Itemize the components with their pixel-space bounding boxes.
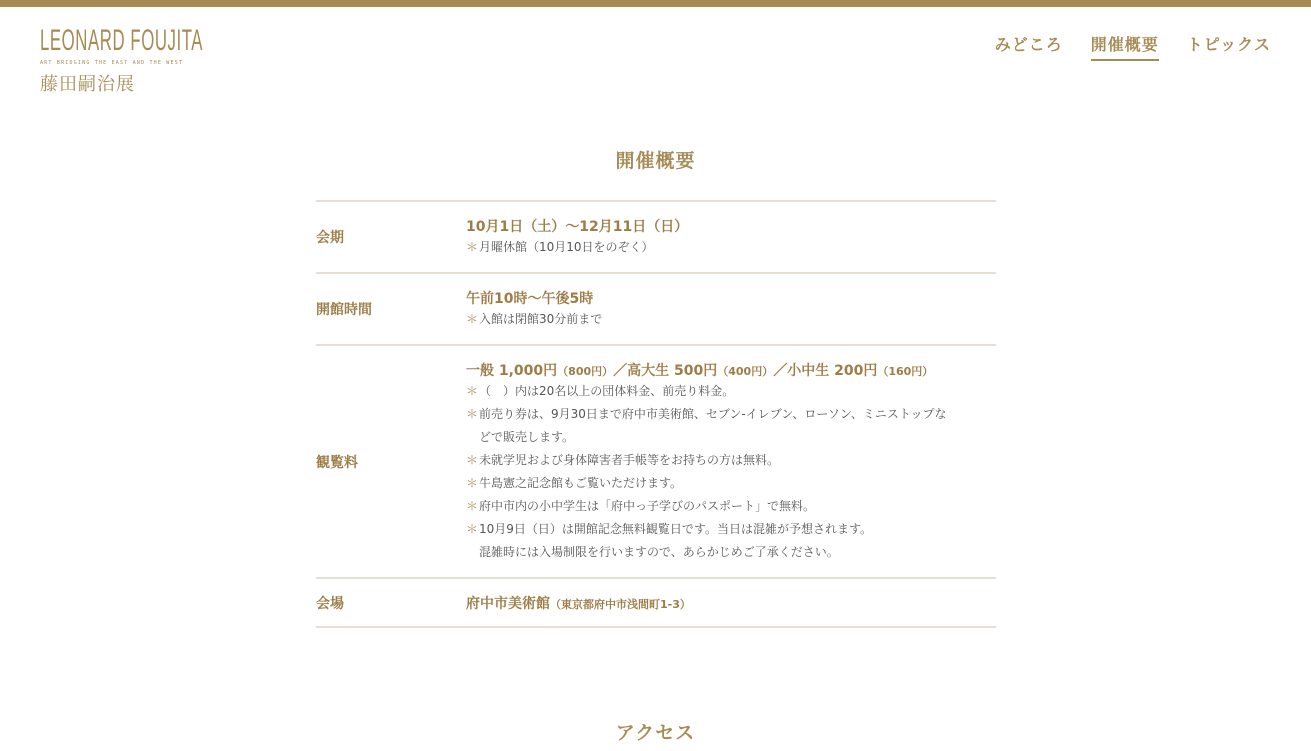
nav-item-topics[interactable]: トピックス xyxy=(1186,35,1271,54)
price-child: ／小中生 200円 xyxy=(773,362,878,379)
price-highschool: ／高大生 500円 xyxy=(613,362,718,379)
note xyxy=(466,495,996,518)
asterisk-icon: ＊ xyxy=(466,311,479,326)
note xyxy=(466,449,996,472)
overview-section-title: 開催概要 xyxy=(615,150,696,172)
note-text-continued: 混雑時には入場制限を行いますので、あらかじめご了承ください。 xyxy=(479,544,839,559)
site-logo[interactable] xyxy=(40,24,204,96)
note xyxy=(466,308,996,331)
row-main-text: 午前10時〜午後5時 xyxy=(466,290,594,307)
asterisk-icon: ＊ xyxy=(466,452,479,467)
note-text: 前売り券は、9月30日まで府中市美術館、セブン-イレブン、ローソン、ミニストップな xyxy=(479,406,947,421)
note xyxy=(466,472,996,495)
asterisk-icon: ＊ xyxy=(466,521,479,536)
row-label: 会期 xyxy=(316,230,344,246)
asterisk-icon: ＊ xyxy=(466,475,479,490)
overview-table xyxy=(316,200,996,628)
note-text: 未就学児および身体障害者手帳等をお持ちの方は無料。 xyxy=(479,452,780,467)
venue-name: 府中市美術館 xyxy=(466,595,550,612)
note xyxy=(466,236,996,259)
row-main-text xyxy=(466,593,996,613)
logo-subtitle: ART BRIDGING THE EAST AND THE WEST xyxy=(40,60,184,66)
table-row-venue xyxy=(316,577,996,628)
table-row-admission xyxy=(316,344,996,577)
row-main-text: 10月1日（土）〜12月11日（日） xyxy=(466,218,689,235)
logo-japanese-title: 藤田嗣治展 xyxy=(40,74,135,95)
note xyxy=(466,518,996,564)
access-section-title: アクセス xyxy=(615,722,696,744)
row-label: 開館時間 xyxy=(316,302,372,318)
nav-item-overview[interactable]: 開催概要 xyxy=(1091,32,1159,61)
note-text-continued: どで販売します。 xyxy=(479,429,575,444)
note xyxy=(466,380,996,403)
row-content xyxy=(466,288,996,331)
asterisk-icon: ＊ xyxy=(466,498,479,513)
table-row-period xyxy=(316,200,996,272)
row-label: 会場 xyxy=(316,595,344,612)
main-nav xyxy=(995,32,1271,61)
price-general-group: （800円） xyxy=(557,364,614,378)
note-text: 月曜休館（10月10日をのぞく） xyxy=(479,239,654,254)
row-content xyxy=(466,216,996,259)
row-main-text xyxy=(466,360,996,380)
note-text: （ ）内は20名以上の団体料金、前売り料金。 xyxy=(479,383,735,398)
note-text: 入館は閉館30分前まで xyxy=(479,311,603,326)
top-accent-bar xyxy=(0,0,1311,7)
asterisk-icon: ＊ xyxy=(466,406,479,421)
asterisk-icon: ＊ xyxy=(466,239,479,254)
note-text: 府中市内の小中学生は「府中っ子学びのパスポート」で無料。 xyxy=(479,498,816,513)
price-child-group: （160円） xyxy=(877,364,934,378)
logo-title: LEONARD FOUJITA xyxy=(40,24,204,57)
row-content xyxy=(466,360,996,564)
price-general: 一般 1,000円 xyxy=(466,362,558,379)
note-text: 牛島憲之記念館もご覧いただけます。 xyxy=(479,475,683,490)
row-label: 観覧料 xyxy=(316,454,358,471)
nav-item-highlights[interactable]: みどころ xyxy=(994,35,1063,54)
price-highschool-group: （400円） xyxy=(717,364,774,378)
row-content xyxy=(466,593,996,613)
venue-address: （東京都府中市浅間町1-3） xyxy=(550,597,691,611)
note xyxy=(466,403,996,449)
note-text: 10月9日（日）は開館記念無料観覧日です。当日は混雑が予想されます。 xyxy=(479,521,872,536)
asterisk-icon: ＊ xyxy=(466,383,479,398)
table-row-hours xyxy=(316,272,996,344)
